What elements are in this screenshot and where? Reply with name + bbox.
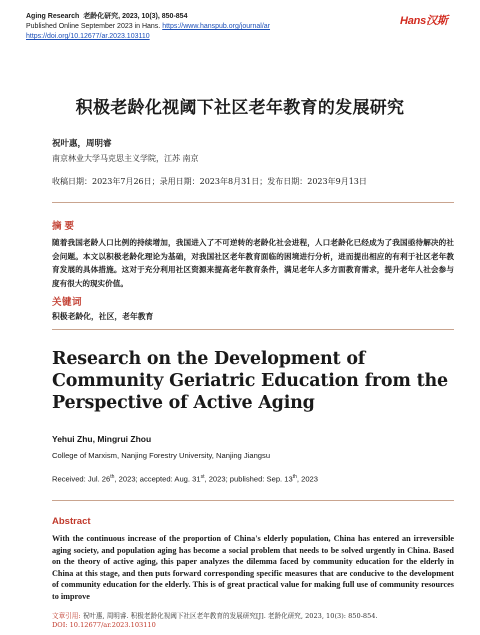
divider — [52, 329, 454, 330]
english-authors: Yehui Zhu, Mingrui Zhou — [52, 434, 152, 444]
accepted-sup: st — [200, 474, 205, 480]
citation-doi: DOI: 10.12677/ar.2023.103110 — [52, 621, 156, 629]
citation-footer — [52, 612, 462, 630]
published-sup: th — [292, 474, 297, 480]
accepted-date: , 2023; accepted: Aug. 31 — [114, 474, 201, 484]
english-dates — [52, 474, 318, 484]
english-title: Research on the Development of Community Geriatric Education from the Perspective of Active Aging — [52, 349, 448, 413]
chinese-dates: 收稿日期：2023年7月26日；录用日期：2023年8月31日；发布日期：2023年9月13日 — [52, 177, 367, 186]
chinese-authors: 祝叶惠，周明睿 — [52, 139, 112, 149]
citation-text: 祝叶惠, 周明睿. 积极老龄化视阈下社区老年教育的发展研究[J]. 老龄化研究, 2023, 10(3): 850-854. — [82, 612, 378, 620]
published-online: Published Online September 2023 in Hans. — [26, 23, 161, 30]
abstract-heading-en: Abstract — [52, 516, 91, 527]
journal-name: Aging Research — [26, 13, 80, 20]
doi-url-link[interactable]: https://doi.org/10.12677/ar.2023.103110 — [26, 33, 150, 40]
keywords-heading-cn: 关键词 — [52, 297, 83, 308]
received-date: Received: Jul. 26 — [52, 474, 111, 484]
hans-logo: Hans汉斯 — [400, 15, 448, 27]
published-year: , 2023 — [296, 474, 319, 484]
journal-url-link[interactable]: https://www.hanspub.org/journal/ar — [162, 23, 271, 30]
divider — [52, 202, 454, 203]
journal-header — [26, 12, 406, 42]
chinese-title: 积极老龄化视阈下社区老年教育的发展研究 — [75, 98, 405, 118]
chinese-keywords: 积极老龄化，社区，老年教育 — [52, 312, 154, 321]
published-date: , 2023; published: Sep. 13 — [204, 474, 293, 484]
received-sup: th — [110, 474, 115, 480]
chinese-abstract: 随着我国老龄人口比例的持续增加，我国进入了不可逆转的老龄化社会进程，人口老龄化已经成为了我国亟待解决的社会问题。本文以积极老龄化理论为基础，对我国社区老年教育面临的困境进行分析，进而提出相应的有利于社区老年教育发展的具体措施。这对于充分利用社区资源来提高老年教育条件，满足老年人多方面教育需求，提升老年人社会参与度有很大的现实价值。 — [52, 238, 454, 288]
chinese-affiliation: 南京林业大学马克思主义学院，江苏 南京 — [52, 154, 199, 163]
english-abstract: With the continuous increase of the proportion of China's elderly population, China has entered an irreversible aging society, and population aging has become a social problem that needs to be solved urgently in China. Based on the theory of active aging, this paper analyzes the dilemma faced by community education for the elderly in China at this stage, and then puts forward corresponding specific measures that are conducive to the development of community education for the elderly. This is of great practical value for making full use of community resources to improve — [52, 534, 454, 601]
divider — [52, 500, 454, 501]
citation-label: 文章引用: — [52, 612, 81, 620]
journal-info: 老龄化研究, 2023, 10(3), 850-854 — [83, 13, 188, 20]
english-affiliation: College of Marxism, Nanjing Forestry University, Nanjing Jiangsu — [52, 451, 271, 460]
abstract-heading-cn: 摘要 — [52, 221, 78, 232]
